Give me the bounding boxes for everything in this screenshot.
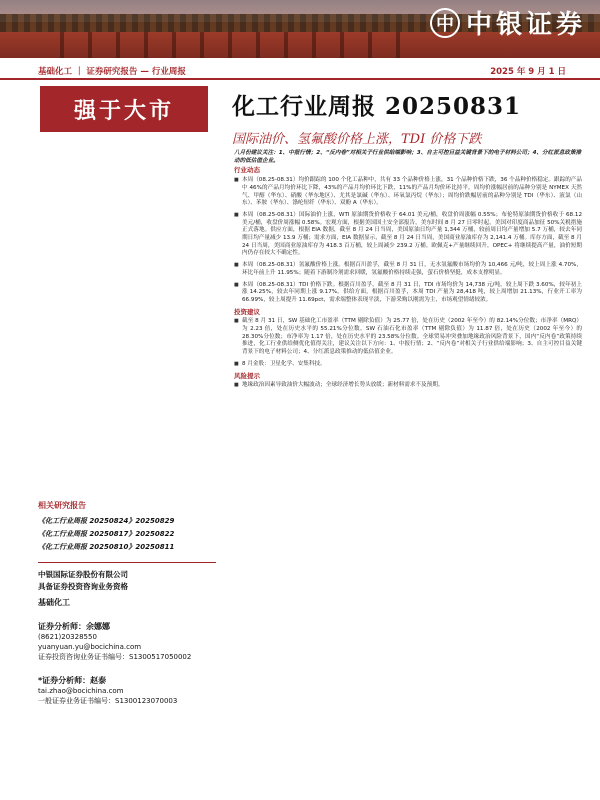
- sector-name: 基础化工: [38, 598, 70, 607]
- analyst-block-1: [38, 622, 216, 662]
- invest-paragraph: ■ 8 月金股：卫星化学、安集科技。: [234, 361, 582, 369]
- risk-paragraph: ■ 地缘政治因素导致油价大幅波动；全球经济增长势头放缓；新材料需求不及预期。: [234, 382, 582, 390]
- analyst-phone: (8621)20328550: [38, 633, 97, 641]
- paragraph: ■ 本周（08.25-08.31）国际油价上涨，WTI 原油期货价格收于 64.01 美元/桶，收盘价周涨幅 0.55%；布伦特原油期货价格收于 68.12 美元/桶，收盘价周涨幅 0.58%。宏观方面，根据美国国土安全部报告，美东时间 8 月 27 日零时起，美国对印度商品加征 50%关税措施正式落地。供应方面，根据 EIA 数据，截至 8 月 24 日当周，美国原油日均产量 1,344 万桶，较前周日均产量增加 5.7 万桶，较去年同期日均产量减少 13.9 万桶；需求方面，EIA 数据显示，截至 8 月 24 日当周，美国商业原油库存为 2,141.4 万桶。库存方面，截至 8 月 24 日当周，美国商业原油库存为 418.3 百万桶，较上周减少 239.2 万桶。欧佩克+产量继续回升，OPEC+ 将继续提高产量，油价短期内仍存在较大不确定性。: [234, 212, 582, 258]
- paragraph: ■ 本周（08.25-08.31）氢氟酸价格上涨。根据百川盈孚，截至 8 月 31 日，无水氢氟酸市场均价为 10,466 元/吨，较上周上涨 4.70%，环比年前上升 11.95%；随着下游制冷剂需求回暖，氢氟酸价格持续走强，萤石价格坚挺，成本支撑明显。: [234, 262, 582, 277]
- report-subtitle: 国际油价、氢氟酸价格上涨，TDI 价格下跌: [232, 132, 482, 147]
- category-bar: [0, 60, 600, 80]
- related-report-link[interactable]: 《化工行业周报 20250824》20250829: [38, 517, 175, 525]
- analyst-email[interactable]: yuanyuan.yu@bocichina.com: [38, 643, 142, 651]
- analyst-cert: 一般证券业务证书编号：S1300123070003: [38, 697, 178, 705]
- report-date: 2025 年 9 月 1 日: [490, 67, 566, 77]
- analyst-name: *证券分析师：赵泰: [38, 676, 107, 685]
- section-title-industry: 行业动态: [234, 166, 260, 175]
- analyst-name: 证券分析师：余娜娜: [38, 622, 110, 631]
- analyst-email[interactable]: tai.zhao@bocichina.com: [38, 687, 124, 695]
- sidebar: [38, 500, 216, 706]
- invest-paragraph: ■ 截至 8 月 31 日，SW 基础化工市盈率（TTM 剔除负值）为 25.77 倍，处在历史（2002 年至今）的 82.14%分位数；市净率（MRQ）为 2.23 倍，处在历史水平的 55.21%分位数。SW 石油石化市盈率（TTM 剔除负值）为 11.87 倍，处在历史（2002 年至今）的 28.30%分位数；市净率为 1.17 倍，处在历史水平的 23.58%分位数。全球贸易冲突叠加地缘政治风险背景下，国内“反内卷”政策持续推进，化工行业供给侧优化值得关注，建议关注以下方向：1、中报行情；2、“反内卷”对相关子行业供给端影响；3、自主可控目益关键背景下的电子材料公司；4、分红派息政策推动的低估值企业。: [234, 318, 582, 357]
- category-label: 基础化工 ｜ 证券研究报告 — 行业周报: [38, 67, 186, 77]
- rating-badge: 强于大市: [40, 86, 208, 132]
- paragraph: ■ 本周（08.25-08.31）TDI 价格下跌。根据百川盈孚，截至 8 月 31 日，TDI 市场均价为 14,738 元/吨，较上周下跌 3.60%，较年初上涨 14.25%，较去年同期上涨 9.17%。供给方面，根据百川盈孚，本周 TDI 产量为 28,418 吨，较上周增加 21.13%，行业开工率为 66.99%，较上周提升 11.69pct，需求端整体表现平淡，下游采购以刚需为主，市场观望情绪较浓。: [234, 282, 582, 305]
- summary-text: 八月份建议关注：1、中报行情；2、“反内卷”对相关子行业供给端影响；3、自主可控目益关键背景下的电子材料公司；4、分红派息政策推动的低估值企业。: [234, 150, 582, 164]
- related-reports-heading: 相关研究报告: [38, 501, 86, 510]
- report-title: 化工行业周报 20250831: [232, 93, 522, 120]
- main-content: [234, 150, 582, 394]
- banner-pillars: [60, 32, 420, 58]
- related-report-link[interactable]: 《化工行业周报 20250810》20250811: [38, 543, 175, 551]
- section-title-risk: 风险提示: [234, 371, 260, 380]
- company-name: 中银国际证券股份有限公司 具备证券投资咨询业务资格: [38, 562, 216, 593]
- logo-text: 中银证券: [465, 10, 586, 40]
- brand-logo: [430, 4, 586, 41]
- related-report-link[interactable]: 《化工行业周报 20250817》20250822: [38, 530, 175, 538]
- analyst-cert: 证券投资咨询业务证书编号：S1300517050002: [38, 653, 192, 661]
- header-banner: [0, 0, 600, 58]
- analyst-block-2: [38, 676, 216, 706]
- paragraph: ■ 本周（08.25-08.31）均价跟踪的 100 个化工品种中，共有 33 个品种价格上涨，31 个品种价格下跌，36 个品种价格稳定。跟踪的产品中 46%的产品月均价环比下降，43%的产品月均价环比下跌，11%的产品月均价环比持平。周均价涨幅居前的品种分别是 NYMEX 天然气、甲醇（华东）、硝酸（华东地区）、尤其是氯碱（华东）、环氧氯丙烷（华东）；周均价跌幅居前的品种分别是 TDI（华东）、液氯（山东）、苯胺（华东）、涤纶短纤（华东）、双酚 A（华东）。: [234, 177, 582, 208]
- logo-mark-icon: 中: [430, 8, 460, 38]
- section-title-invest: 投资建议: [234, 307, 260, 316]
